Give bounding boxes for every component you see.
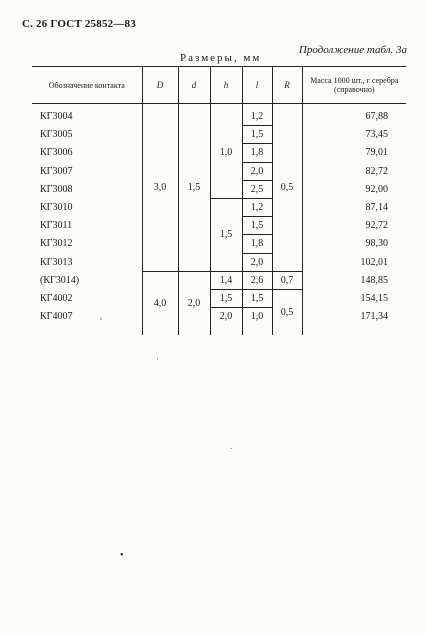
cell-name: (КГ3014) (40, 274, 80, 286)
cell-l: 1,8 (242, 144, 272, 162)
cell-mass: 171,34 (302, 308, 406, 326)
col-header-R: R (272, 67, 302, 104)
table-header-row (32, 67, 406, 104)
cell-l: 1,8 (242, 235, 272, 253)
cell-name: КГ4002 (40, 292, 73, 304)
cell-h-row11: 1,5 (210, 289, 242, 307)
cell-name: КГ3004 (40, 111, 73, 123)
print-speck: · (156, 355, 159, 364)
cell-mass: 92,00 (302, 180, 406, 198)
cell-mass: 87,14 (302, 198, 406, 216)
cell-d-group2: 2,0 (178, 271, 210, 335)
cell-mass: 82,72 (302, 162, 406, 180)
cell-h-group2: 1,5 (210, 198, 242, 271)
col-header-l: l (242, 67, 272, 104)
col-header-mass: Масса 1000 шт., г серебра (справочно) (302, 67, 406, 104)
cell-name: КГ3007 (40, 165, 73, 177)
print-speck: · (230, 445, 233, 453)
print-speck: • (120, 550, 124, 561)
cell-name: КГ3006 (40, 147, 73, 159)
cell-mass: 98,30 (302, 235, 406, 253)
cell-l: 1,0 (242, 308, 272, 326)
cell-R-group1: 0,5 (272, 104, 302, 272)
cell-mass: 79,01 (302, 144, 406, 162)
cell-l: 1,5 (242, 126, 272, 144)
cell-name: КГ3008 (40, 183, 73, 195)
cell-h-row12: 2,0 (210, 308, 242, 326)
col-header-d: d (178, 67, 210, 104)
cell-mass: 148,85 (302, 271, 406, 289)
cell-l: 1,5 (242, 217, 272, 235)
cell-mass: 73,45 (302, 126, 406, 144)
table-row (32, 108, 406, 126)
page-reference: С. 26 ГОСТ 25852—83 (22, 18, 136, 30)
print-speck: , (100, 312, 102, 321)
table-row (32, 198, 406, 216)
table-row (32, 271, 406, 289)
cell-l: 1,5 (242, 289, 272, 307)
table-row (32, 308, 406, 326)
col-header-h: h (210, 67, 242, 104)
cell-l: 1,2 (242, 108, 272, 126)
contacts-table (32, 66, 406, 335)
cell-name: КГ3013 (40, 256, 73, 268)
cell-h-group1: 1,0 (210, 108, 242, 198)
col-header-D: D (142, 67, 178, 104)
cell-name: КГ3010 (40, 202, 73, 214)
cell-d-group1: 1,5 (178, 104, 210, 272)
col-header-name: Обозначение контакта (32, 67, 142, 104)
cell-name: КГ3012 (40, 238, 73, 250)
cell-name: КГ4007 (40, 310, 73, 322)
cell-l: 1,2 (242, 198, 272, 216)
table-continuation-note: Продолжение табл. 3а (298, 44, 407, 56)
cell-l: 2,6 (242, 271, 272, 289)
table-row (32, 289, 406, 307)
cell-mass: 102,01 (302, 253, 406, 271)
dimensions-title: Размеры, мм (180, 52, 262, 64)
cell-name: КГ3011 (40, 220, 73, 232)
cell-R-group2: 0,5 (272, 289, 302, 335)
cell-name: КГ3005 (40, 129, 73, 141)
cell-D-group1: 3,0 (142, 104, 178, 272)
cell-D-group2: 4,0 (142, 271, 178, 335)
cell-l: 2,0 (242, 253, 272, 271)
cell-mass: 154,15 (302, 289, 406, 307)
cell-l: 2,5 (242, 180, 272, 198)
cell-mass: 92,72 (302, 217, 406, 235)
cell-mass: 67,88 (302, 108, 406, 126)
cell-h-row10: 1,4 (210, 271, 242, 289)
table-bottom-row (32, 325, 406, 335)
cell-R-row10: 0,7 (272, 271, 302, 289)
cell-l: 2,0 (242, 162, 272, 180)
